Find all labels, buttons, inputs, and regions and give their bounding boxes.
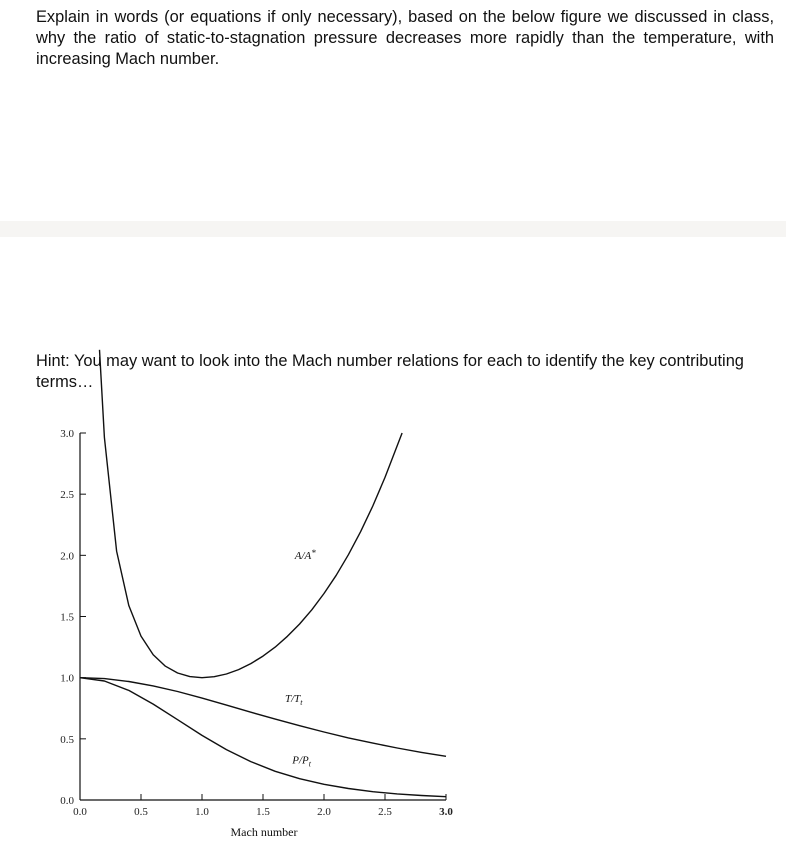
series-label-1: $T/T_t$ [284, 693, 303, 708]
y-tick-label: 1.0 [60, 672, 74, 685]
y-tick-label: 2.0 [60, 550, 74, 563]
series-label-2: $P/P_t$ [292, 754, 312, 769]
series-line-1 [80, 678, 446, 757]
series-line-2 [80, 678, 446, 797]
x-tick-label: 1.5 [256, 806, 270, 818]
x-tick-label: 0.5 [134, 806, 148, 818]
y-tick-label: 0.5 [60, 733, 74, 746]
x-tick-label: 1.0 [195, 806, 209, 818]
x-tick-label: 2.0 [317, 806, 331, 818]
y-tick-label: 1.5 [60, 611, 74, 624]
hint-text: Hint: You may want to look into the Mach number relations for each to identify the key contributing terms… [36, 352, 744, 391]
y-tick-label: 0.0 [60, 795, 74, 807]
chart-labels [285, 548, 316, 768]
y-tick-label: 2.5 [60, 489, 74, 502]
x-tick-label: 0.0 [73, 806, 87, 818]
series-line-0 [100, 350, 403, 678]
x-tick-label: 2.5 [378, 806, 392, 818]
series-label-0: A/A* [294, 548, 316, 563]
x-tick-label: 3.0 [439, 806, 453, 818]
y-tick-label: 3.0 [60, 428, 74, 440]
chart-axes [60, 428, 453, 839]
x-axis-title: Mach number [230, 825, 298, 839]
chart-curves [80, 350, 446, 797]
question-text: Explain in words (or equations if only necessary), based on the below figure we discussed in class, why the ratio of static-to-stagnation pressure decreases more rapidly than the temperature, with increasing Mach number. [36, 8, 774, 68]
